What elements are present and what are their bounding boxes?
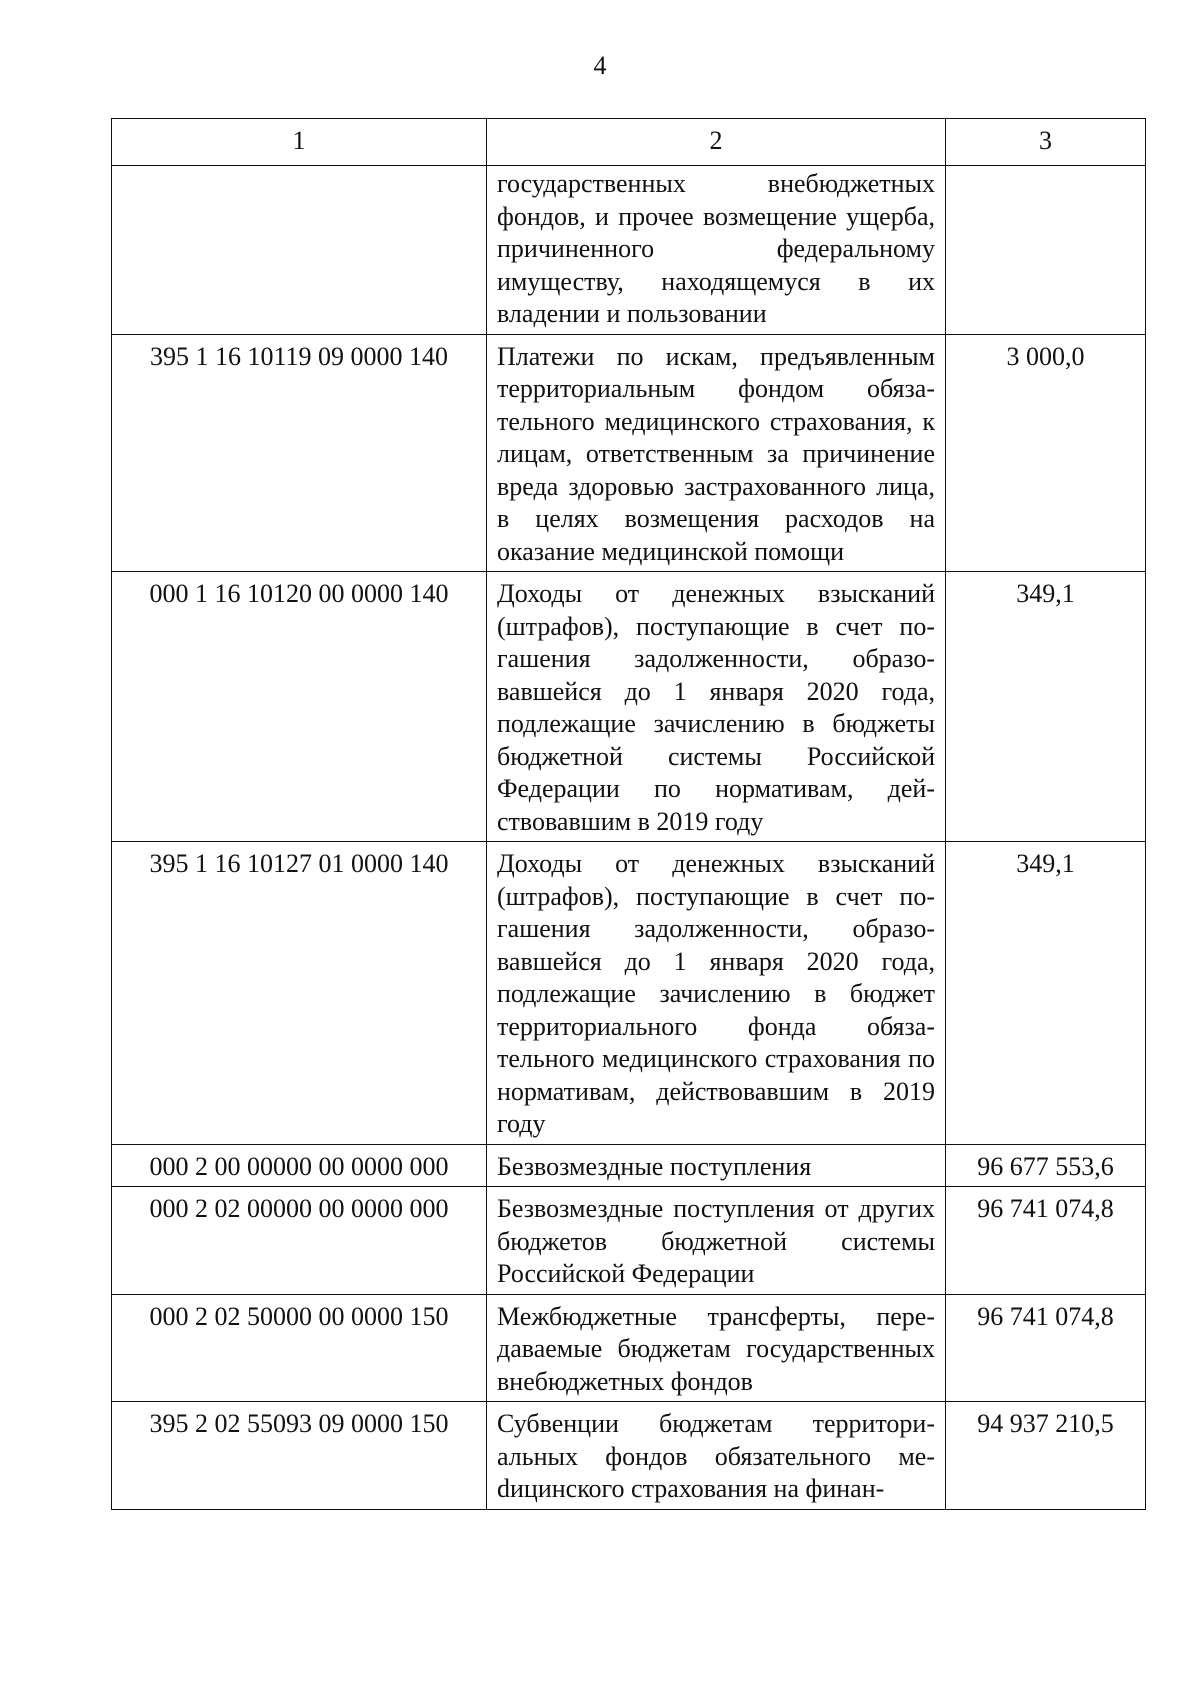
row-description: Субвенции бюджетам территориальных фондов обязательного меdицинского страхования на финан- [487, 1402, 946, 1510]
row-code: 000 2 02 00000 00 0000 000 [112, 1187, 487, 1295]
table-row [112, 1294, 1146, 1402]
row-description: Доходы от денежных взысканий (штрафов), поступающие в счет погашения задолженности, образовавшейся до 1 января 2020 года, подлежащие зачислению в бюджет территориального фонда обязательного медицинского страхования по нормативам, действовавшим в 2019 году [487, 842, 946, 1145]
row-description: Безвозмездные поступления [487, 1144, 946, 1187]
column-header-code: 1 [112, 119, 487, 166]
row-code: 395 2 02 55093 09 0000 150 [112, 1402, 487, 1510]
row-description: Безвозмездные поступления от других бюджетов бюджетной системы Российской Федерации [487, 1187, 946, 1295]
table-row [112, 842, 1146, 1145]
table-row [112, 1187, 1146, 1295]
table-row [112, 572, 1146, 842]
row-description: государственных внебюджетных фондов, и прочее возмещение ущерба, причиненного федеральному имуществу, находящемуся в их владении и пользовании [487, 166, 946, 335]
row-code [112, 166, 487, 335]
row-amount: 96 741 074,8 [946, 1294, 1146, 1402]
row-code: 395 1 16 10127 01 0000 140 [112, 842, 487, 1145]
table-row [112, 1402, 1146, 1510]
table-row [112, 334, 1146, 572]
row-amount [946, 166, 1146, 335]
row-description: Доходы от денежных взысканий (штрафов), поступающие в счет погашения задолженности, образовавшейся до 1 января 2020 года, подлежащие зачислению в бюджеты бюджетной системы Российской Федерации по нормативам, действовавшим в 2019 году [487, 572, 946, 842]
row-code: 000 2 00 00000 00 0000 000 [112, 1144, 487, 1187]
column-header-description: 2 [487, 119, 946, 166]
row-amount: 96 677 553,6 [946, 1144, 1146, 1187]
table-header-row [112, 119, 1146, 166]
column-header-amount: 3 [946, 119, 1146, 166]
row-description: Межбюджетные трансферты, передаваемые бюджетам государственных внебюджетных фондов [487, 1294, 946, 1402]
row-amount: 349,1 [946, 572, 1146, 842]
row-amount: 3 000,0 [946, 334, 1146, 572]
table-row [112, 1144, 1146, 1187]
row-amount: 94 937 210,5 [946, 1402, 1146, 1510]
row-code: 395 1 16 10119 09 0000 140 [112, 334, 487, 572]
row-code: 000 2 02 50000 00 0000 150 [112, 1294, 487, 1402]
row-code: 000 1 16 10120 00 0000 140 [112, 572, 487, 842]
table-row [112, 166, 1146, 335]
page-number: 4 [593, 51, 607, 80]
row-amount: 96 741 074,8 [946, 1187, 1146, 1295]
budget-revenue-table [111, 118, 1146, 1510]
row-description: Платежи по искам, предъявленным территориальным фондом обязательного медицинского страхования, к лицам, ответственным за причинение вреда здоровью застрахованного лица, в целях возмещения расходов на оказание медицинской помощи [487, 334, 946, 572]
row-amount: 349,1 [946, 842, 1146, 1145]
